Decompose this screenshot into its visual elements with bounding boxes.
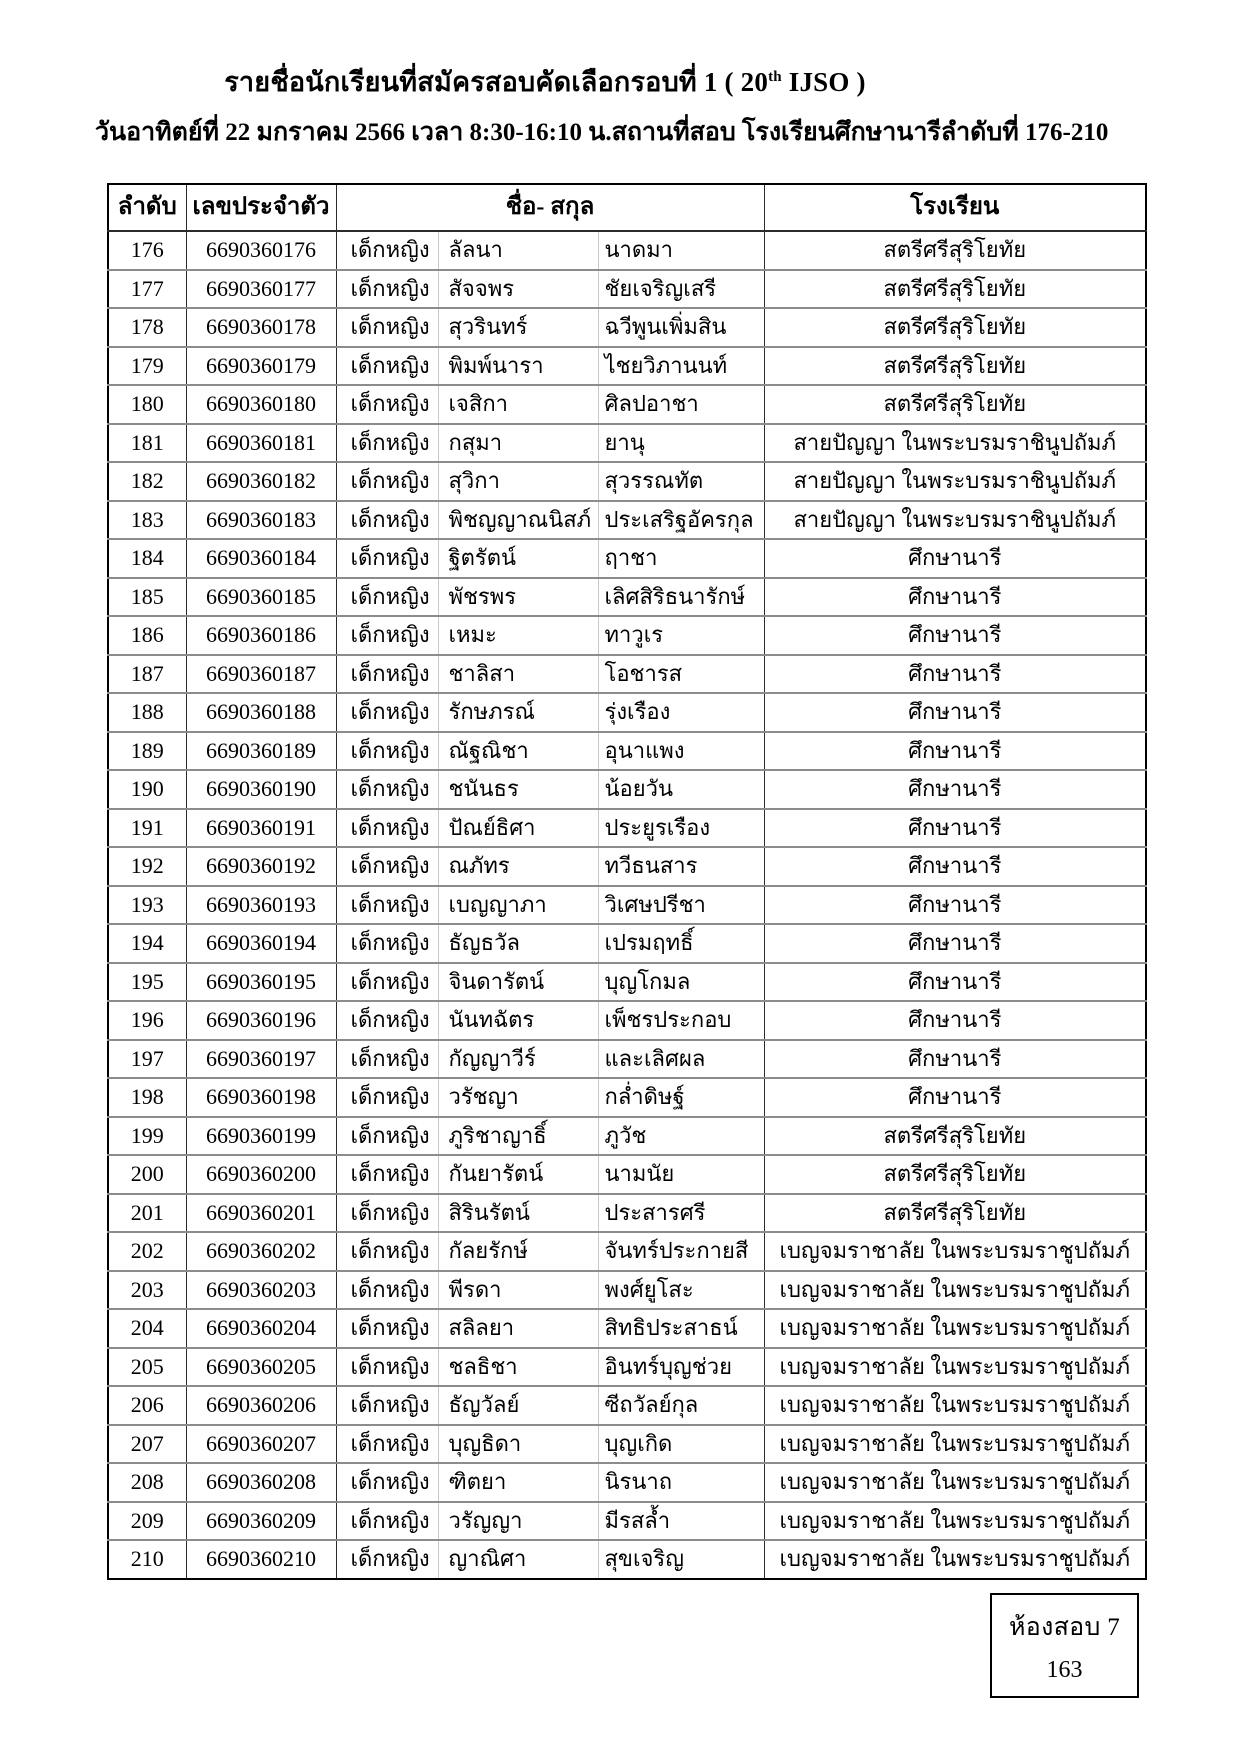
row-seq-number: 192 [108,847,186,886]
table-row [108,1309,1146,1348]
row-seq-number: 190 [108,770,186,809]
school-name: เบญจมราชาลัย ในพระบรมราชูปถัมภ์ [764,1386,1146,1425]
last-name: นามนัย [598,1155,764,1194]
school-name: ศึกษานารี [764,1078,1146,1117]
school-name: สตรีศรีสุริโยทัย [764,1155,1146,1194]
school-name: เบญจมราชาลัย ในพระบรมราชูปถัมภ์ [764,1348,1146,1387]
school-name: ศึกษานารี [764,886,1146,925]
first-name: ธัญธวัล [438,924,598,963]
first-name: ลัลนา [438,231,598,270]
student-id: 6690360204 [186,1309,336,1348]
name-prefix: เด็กหญิง [336,578,438,617]
first-name: เหมะ [438,616,598,655]
last-name: อุนาแพง [598,732,764,771]
last-name: มีรสล้ำ [598,1502,764,1541]
last-name: ยานุ [598,424,764,463]
name-prefix: เด็กหญิง [336,270,438,309]
row-seq-number: 203 [108,1271,186,1310]
first-name: รักษภรณ์ [438,693,598,732]
table-row [108,1425,1146,1464]
student-id: 6690360178 [186,308,336,347]
row-seq-number: 183 [108,501,186,540]
table-row [108,578,1146,617]
name-prefix: เด็กหญิง [336,501,438,540]
table-row [108,1232,1146,1271]
last-name: และเลิศผล [598,1040,764,1079]
name-prefix: เด็กหญิง [336,1463,438,1502]
last-name: วิเศษปรีชา [598,886,764,925]
student-id: 6690360207 [186,1425,336,1464]
school-name: สตรีศรีสุริโยทัย [764,231,1146,270]
row-seq-number: 195 [108,963,186,1002]
row-seq-number: 199 [108,1117,186,1156]
name-prefix: เด็กหญิง [336,886,438,925]
student-id: 6690360187 [186,655,336,694]
first-name: พัชรพร [438,578,598,617]
exam-room-box [990,1593,1139,1698]
student-id: 6690360184 [186,539,336,578]
first-name: สัจจพร [438,270,598,309]
student-id: 6690360210 [186,1540,336,1579]
school-name: ศึกษานารี [764,1001,1146,1040]
table-row [108,847,1146,886]
table-row [108,732,1146,771]
last-name: ฉวีพูนเพิ่มสิน [598,308,764,347]
row-seq-number: 182 [108,462,186,501]
school-name: สตรีศรีสุริโยทัย [764,385,1146,424]
student-id: 6690360199 [186,1117,336,1156]
student-id: 6690360203 [186,1271,336,1310]
school-name: ศึกษานารี [764,963,1146,1002]
last-name: พงศ์ยูโสะ [598,1271,764,1310]
student-id: 6690360185 [186,578,336,617]
table-row [108,1078,1146,1117]
name-prefix: เด็กหญิง [336,1348,438,1387]
name-prefix: เด็กหญิง [336,231,438,270]
last-name: สุวรรณทัต [598,462,764,501]
row-seq-number: 178 [108,308,186,347]
name-prefix: เด็กหญิง [336,1425,438,1464]
page-number: 163 [1046,1657,1083,1683]
table-row [108,501,1146,540]
name-prefix: เด็กหญิง [336,770,438,809]
table-row [108,1001,1146,1040]
last-name: นาดมา [598,231,764,270]
last-name: บุญเกิด [598,1425,764,1464]
name-prefix: เด็กหญิง [336,693,438,732]
title-superscript: th [768,69,782,85]
exam-venue: สถานที่สอบ โรงเรียนศึกษานารี [611,119,941,146]
student-id: 6690360191 [186,809,336,848]
last-name: ประเสริฐอัครกุล [598,501,764,540]
table-body [108,231,1146,1579]
first-name: สิรินรัตน์ [438,1194,598,1233]
last-name: ไชยวิภานนท์ [598,347,764,386]
student-id: 6690360176 [186,231,336,270]
name-prefix: เด็กหญิง [336,732,438,771]
table-row [108,1194,1146,1233]
student-id: 6690360192 [186,847,336,886]
row-seq-number: 189 [108,732,186,771]
table-row [108,308,1146,347]
first-name: ณภัทร [438,847,598,886]
school-name: ศึกษานารี [764,655,1146,694]
first-name: ญาณิศา [438,1540,598,1579]
table-row [108,963,1146,1002]
row-seq-number: 177 [108,270,186,309]
school-name: สตรีศรีสุริโยทัย [764,347,1146,386]
student-id: 6690360200 [186,1155,336,1194]
name-prefix: เด็กหญิง [336,1386,438,1425]
last-name: ทวีธนสาร [598,847,764,886]
school-name: ศึกษานารี [764,770,1146,809]
table-row [108,1502,1146,1541]
last-name: อินทร์บุญช่วย [598,1348,764,1387]
student-id: 6690360205 [186,1348,336,1387]
student-id: 6690360196 [186,1001,336,1040]
last-name: เลิศสิริธนารักษ์ [598,578,764,617]
name-prefix: เด็กหญิง [336,847,438,886]
table-row [108,1348,1146,1387]
first-name: ธัญวัลย์ [438,1386,598,1425]
first-name: ปัณย์ธิศา [438,809,598,848]
last-name: รุ่งเรือง [598,693,764,732]
table-row [108,385,1146,424]
last-name: จันทร์ประกายสี [598,1232,764,1271]
student-id: 6690360209 [186,1502,336,1541]
page-title-text: รายชื่อนักเรียนที่สมัครสอบคัดเลือกรอบที่ 1 ( 20 [224,67,769,97]
row-seq-number: 188 [108,693,186,732]
student-id: 6690360206 [186,1386,336,1425]
table-row [108,886,1146,925]
school-name: สตรีศรีสุริโยทัย [764,308,1146,347]
school-name: เบญจมราชาลัย ในพระบรมราชูปถัมภ์ [764,1232,1146,1271]
name-prefix: เด็กหญิง [336,385,438,424]
last-name: ประสารศรี [598,1194,764,1233]
row-seq-number: 208 [108,1463,186,1502]
name-prefix: เด็กหญิง [336,308,438,347]
school-name: เบญจมราชาลัย ในพระบรมราชูปถัมภ์ [764,1271,1146,1310]
school-name: เบญจมราชาลัย ในพระบรมราชูปถัมภ์ [764,1425,1146,1464]
first-name: วรัญญา [438,1502,598,1541]
row-seq-number: 194 [108,924,186,963]
last-name: เพ็ชรประกอบ [598,1001,764,1040]
name-prefix: เด็กหญิง [336,1502,438,1541]
school-name: เบญจมราชาลัย ในพระบรมราชูปถัมภ์ [764,1540,1146,1579]
name-prefix: เด็กหญิง [336,924,438,963]
name-prefix: เด็กหญิง [336,809,438,848]
col-header-id: เลขประจำตัว [186,184,336,231]
last-name: นิรนาถ [598,1463,764,1502]
student-id: 6690360181 [186,424,336,463]
last-name: บุญโกมล [598,963,764,1002]
row-seq-number: 204 [108,1309,186,1348]
row-seq-number: 186 [108,616,186,655]
student-id: 6690360177 [186,270,336,309]
table-row [108,1463,1146,1502]
name-prefix: เด็กหญิง [336,1078,438,1117]
row-seq-number: 180 [108,385,186,424]
col-header-seq: ลำดับ [108,184,186,231]
row-seq-number: 196 [108,1001,186,1040]
last-name: ประยูรเรือง [598,809,764,848]
name-prefix: เด็กหญิง [336,1040,438,1079]
row-seq-number: 202 [108,1232,186,1271]
school-name: ศึกษานารี [764,578,1146,617]
table-row [108,1386,1146,1425]
student-id: 6690360183 [186,501,336,540]
name-prefix: เด็กหญิง [336,1001,438,1040]
last-name: ฤาชา [598,539,764,578]
table-row [108,693,1146,732]
school-name: ศึกษานารี [764,1040,1146,1079]
school-name: สายปัญญา ในพระบรมราชินูปถัมภ์ [764,424,1146,463]
first-name: จินดารัตน์ [438,963,598,1002]
first-name: พิมพ์นารา [438,347,598,386]
exam-room-label: ห้องสอบ 7 [1009,1614,1120,1641]
row-seq-number: 207 [108,1425,186,1464]
row-seq-number: 193 [108,886,186,925]
student-id: 6690360180 [186,385,336,424]
first-name: ชาลิสา [438,655,598,694]
student-id: 6690360189 [186,732,336,771]
first-name: กัญญาวีร์ [438,1040,598,1079]
school-name: ศึกษานารี [764,924,1146,963]
first-name: ชลธิชา [438,1348,598,1387]
name-prefix: เด็กหญิง [336,462,438,501]
name-prefix: เด็กหญิง [336,1309,438,1348]
exam-seq-range: ลำดับที่ 176-210 [940,119,1109,146]
table-row [108,1155,1146,1194]
first-name: พิชญญาณนิสภ์ [438,501,598,540]
name-prefix: เด็กหญิง [336,539,438,578]
school-name: ศึกษานารี [764,539,1146,578]
last-name: กล่ำดิษฐ์ [598,1078,764,1117]
first-name: พีรดา [438,1271,598,1310]
last-name: ชัยเจริญเสรี [598,270,764,309]
table-row [108,1040,1146,1079]
student-id: 6690360201 [186,1194,336,1233]
student-id: 6690360186 [186,616,336,655]
student-id: 6690360179 [186,347,336,386]
school-name: สตรีศรีสุริโยทัย [764,1117,1146,1156]
school-name: ศึกษานารี [764,732,1146,771]
last-name: ซีถวัลย์กุล [598,1386,764,1425]
school-name: สายปัญญา ในพระบรมราชินูปถัมภ์ [764,462,1146,501]
first-name: วรัชญา [438,1078,598,1117]
table-row [108,231,1146,270]
student-roster-table [107,183,1147,1580]
first-name: สุวิกา [438,462,598,501]
row-seq-number: 210 [108,1540,186,1579]
page-title-suffix: IJSO ) [781,67,866,97]
row-seq-number: 206 [108,1386,186,1425]
name-prefix: เด็กหญิง [336,963,438,1002]
name-prefix: เด็กหญิง [336,1194,438,1233]
last-name: น้อยวัน [598,770,764,809]
first-name: ฐิตรัตน์ [438,539,598,578]
first-name: กัลยรักษ์ [438,1232,598,1271]
name-prefix: เด็กหญิง [336,1271,438,1310]
school-name: ศึกษานารี [764,616,1146,655]
first-name: บุญธิดา [438,1425,598,1464]
table-row [108,270,1146,309]
table-row [108,770,1146,809]
row-seq-number: 200 [108,1155,186,1194]
name-prefix: เด็กหญิง [336,655,438,694]
student-id: 6690360182 [186,462,336,501]
table-row [108,809,1146,848]
name-prefix: เด็กหญิง [336,347,438,386]
last-name: ภูวัช [598,1117,764,1156]
student-id: 6690360188 [186,693,336,732]
school-name: ศึกษานารี [764,847,1146,886]
first-name: ชนันธร [438,770,598,809]
student-id: 6690360193 [186,886,336,925]
exam-datetime: วันอาทิตย์ที่ 22 มกราคม 2566 เวลา 8:30-16:10 น. [95,119,612,146]
last-name: ศิลปอาชา [598,385,764,424]
table-row [108,347,1146,386]
student-id: 6690360202 [186,1232,336,1271]
exam-info-line [95,112,1109,152]
table-row [108,1540,1146,1579]
school-name: เบญจมราชาลัย ในพระบรมราชูปถัมภ์ [764,1309,1146,1348]
table-row [108,539,1146,578]
table-row [108,424,1146,463]
first-name: ภูริชาญาธิ์ [438,1117,598,1156]
first-name: นันทฉัตร [438,1001,598,1040]
table-row [108,616,1146,655]
row-seq-number: 187 [108,655,186,694]
first-name: เบญญาภา [438,886,598,925]
first-name: กันยารัตน์ [438,1155,598,1194]
student-id: 6690360195 [186,963,336,1002]
row-seq-number: 205 [108,1348,186,1387]
first-name: กสุมา [438,424,598,463]
student-id: 6690360194 [186,924,336,963]
row-seq-number: 209 [108,1502,186,1541]
name-prefix: เด็กหญิง [336,1117,438,1156]
school-name: สตรีศรีสุริโยทัย [764,270,1146,309]
student-id: 6690360198 [186,1078,336,1117]
row-seq-number: 179 [108,347,186,386]
first-name: สุวรินทร์ [438,308,598,347]
name-prefix: เด็กหญิง [336,616,438,655]
first-name: สลิลยา [438,1309,598,1348]
student-id: 6690360190 [186,770,336,809]
row-seq-number: 198 [108,1078,186,1117]
school-name: เบญจมราชาลัย ในพระบรมราชูปถัมภ์ [764,1463,1146,1502]
page-title [0,60,1090,103]
row-seq-number: 191 [108,809,186,848]
student-id: 6690360197 [186,1040,336,1079]
school-name: สายปัญญา ในพระบรมราชินูปถัมภ์ [764,501,1146,540]
row-seq-number: 197 [108,1040,186,1079]
school-name: สตรีศรีสุริโยทัย [764,1194,1146,1233]
table-row [108,1271,1146,1310]
col-header-name: ชื่อ- สกุล [336,184,764,231]
first-name: เจสิกา [438,385,598,424]
last-name: ทาวูเร [598,616,764,655]
name-prefix: เด็กหญิง [336,1155,438,1194]
row-seq-number: 176 [108,231,186,270]
col-header-school: โรงเรียน [764,184,1146,231]
row-seq-number: 201 [108,1194,186,1233]
name-prefix: เด็กหญิง [336,424,438,463]
first-name: ฑิตยา [438,1463,598,1502]
row-seq-number: 184 [108,539,186,578]
last-name: เปรมฤทธิ์ [598,924,764,963]
school-name: ศึกษานารี [764,693,1146,732]
table-header-row [108,184,1146,231]
name-prefix: เด็กหญิง [336,1540,438,1579]
table-row [108,462,1146,501]
row-seq-number: 181 [108,424,186,463]
table-row [108,924,1146,963]
table-row [108,1117,1146,1156]
first-name: ณัฐณิชา [438,732,598,771]
last-name: สิทธิประสาธน์ [598,1309,764,1348]
last-name: โอชารส [598,655,764,694]
name-prefix: เด็กหญิง [336,1232,438,1271]
row-seq-number: 185 [108,578,186,617]
school-name: ศึกษานารี [764,809,1146,848]
school-name: เบญจมราชาลัย ในพระบรมราชูปถัมภ์ [764,1502,1146,1541]
table-row [108,655,1146,694]
last-name: สุขเจริญ [598,1540,764,1579]
student-id: 6690360208 [186,1463,336,1502]
